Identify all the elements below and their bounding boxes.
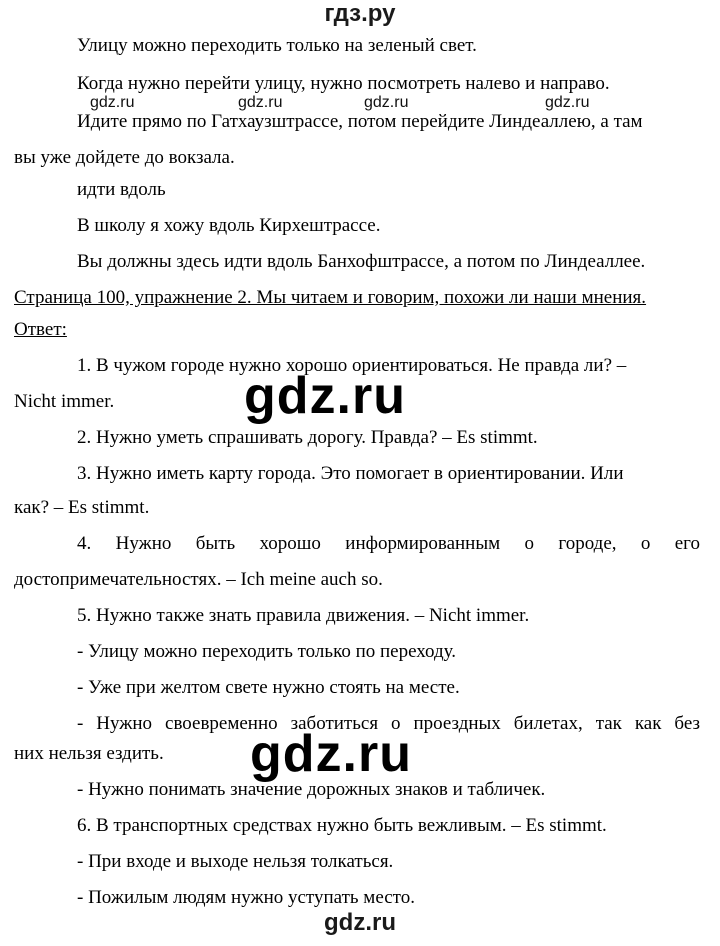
text-line: - Нужно своевременно заботиться о проездных билетах, так как без bbox=[77, 713, 700, 734]
text-line: вы уже дойдете до вокзала. bbox=[14, 147, 235, 168]
watermark-top: гдз.ру bbox=[324, 0, 396, 27]
text-line: - Уже при желтом свете нужно стоять на месте. bbox=[77, 677, 460, 698]
text-line: В школу я хожу вдоль Кирхештрассе. bbox=[77, 215, 381, 236]
text-line: 1. В чужом городе нужно хорошо ориентироваться. Не правда ли? – bbox=[77, 355, 627, 376]
text-line: Вы должны здесь идти вдоль Банхофштрассе, а потом по Линдеаллее. bbox=[77, 251, 646, 272]
text-line: 4. Нужно быть хорошо информированным о городе, о его bbox=[77, 533, 700, 554]
text-line: них нельзя ездить. bbox=[14, 743, 164, 764]
text-line: - При входе и выходе нельзя толкаться. bbox=[77, 851, 394, 872]
watermark-large: gdz.ru bbox=[250, 725, 412, 783]
text-line: - Пожилым людям нужно уступать место. bbox=[77, 887, 415, 908]
answer-label: Ответ: bbox=[14, 319, 67, 340]
text-line: 3. Нужно иметь карту города. Это помогает в ориентировании. Или bbox=[77, 463, 624, 484]
text-line: - Улицу можно переходить только по переходу. bbox=[77, 641, 457, 662]
text-line: Когда нужно перейти улицу, нужно посмотреть налево и направо. bbox=[77, 73, 610, 94]
text-line: как? – Es stimmt. bbox=[14, 497, 150, 518]
text-line: Nicht immer. bbox=[14, 391, 115, 412]
watermark-large: gdz.ru bbox=[244, 367, 406, 425]
watermark-bottom: gdz.ru bbox=[324, 909, 396, 936]
text-line: 6. В транспортных средствах нужно быть вежливым. – Es stimmt. bbox=[77, 815, 607, 836]
text-line: 2. Нужно уметь спрашивать дорогу. Правда? – Es stimmt. bbox=[77, 427, 538, 448]
text-line: Улицу можно переходить только на зеленый свет. bbox=[77, 35, 477, 56]
section-heading: Страница 100, упражнение 2. Мы читаем и говорим, похожи ли наши мнения. bbox=[14, 287, 647, 308]
text-line: Идите прямо по Гатхаузштрассе, потом перейдите Линдеаллею, а там bbox=[77, 111, 643, 132]
watermark-small: gdz.ru bbox=[90, 94, 135, 111]
watermark-small: gdz.ru bbox=[238, 94, 283, 111]
watermark-small: gdz.ru bbox=[545, 94, 590, 111]
watermark-small: gdz.ru bbox=[364, 94, 409, 111]
text-line: 5. Нужно также знать правила движения. – Nicht immer. bbox=[77, 605, 530, 626]
text-line: идти вдоль bbox=[77, 179, 166, 200]
text-line: достопримечательностях. – Ich meine auch so. bbox=[14, 569, 383, 590]
text-line: - Нужно понимать значение дорожных знаков и табличек. bbox=[77, 779, 546, 800]
